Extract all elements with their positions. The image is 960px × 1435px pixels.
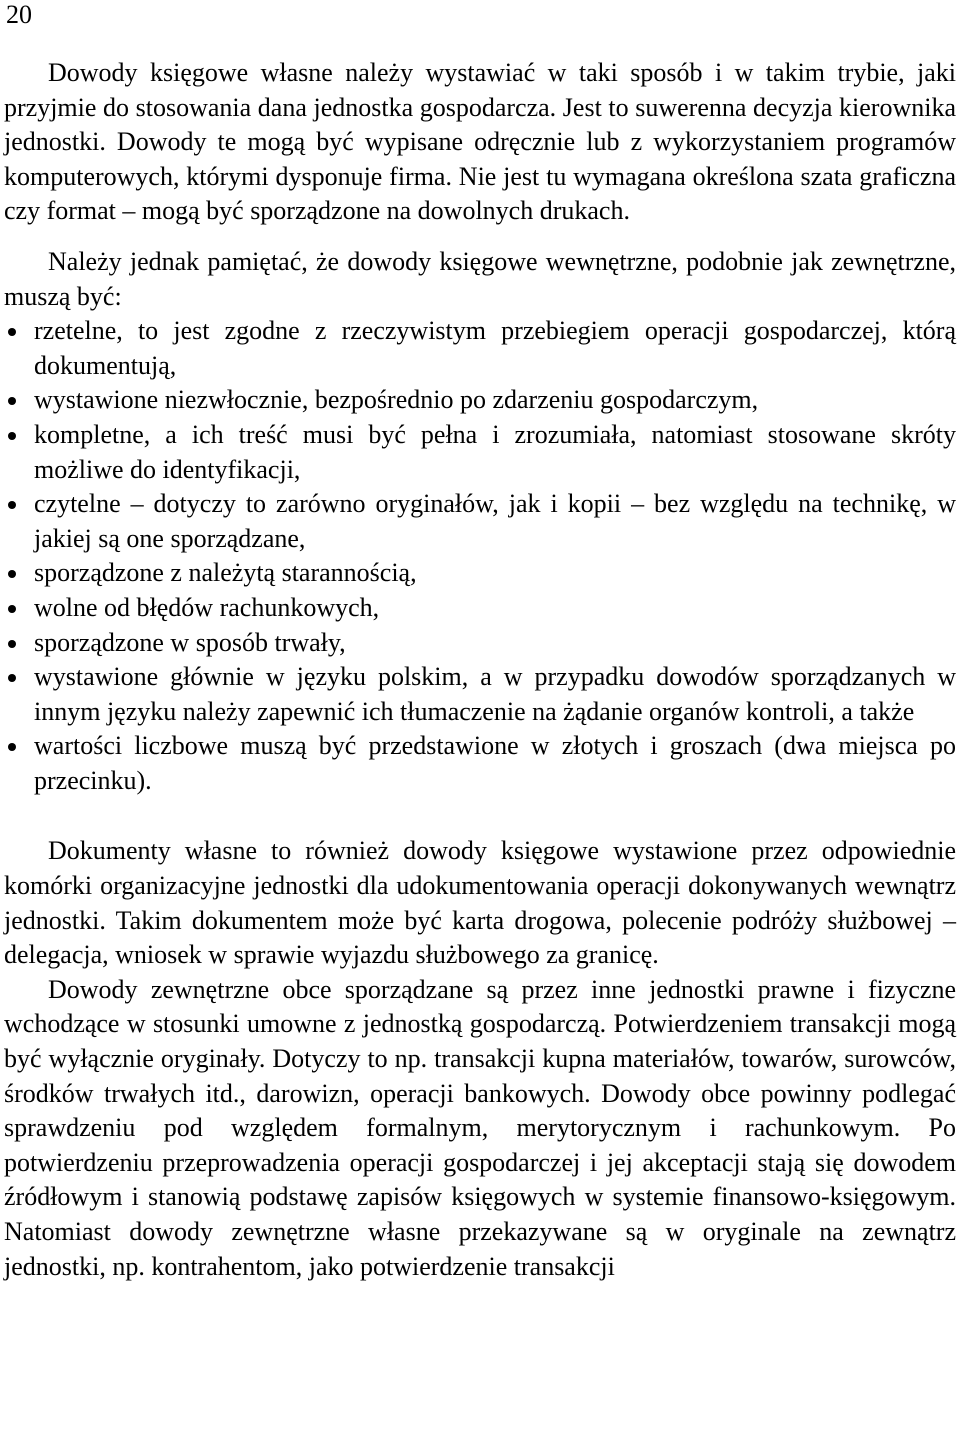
list-item: [4, 729, 956, 798]
list-item: [4, 383, 956, 418]
list-item-text: kompletne, a ich treść musi być pełna i zrozumiała, natomiast stosowane skróty możliwe do identyfikacji,: [34, 419, 956, 484]
list-item: [4, 591, 956, 626]
bullet-icon: [8, 640, 16, 648]
paragraph-2: Należy jednak pamiętać, że dowody księgowe wewnętrzne, podobnie jak zewnętrzne, muszą być:: [4, 246, 956, 311]
list-item: [4, 660, 956, 729]
list-item: [4, 626, 956, 661]
bullet-icon: [8, 432, 16, 440]
list-item-text: wystawione niezwłocznie, bezpośrednio po zdarzeniu gospodarczym,: [34, 385, 759, 415]
bullet-icon: [8, 328, 16, 336]
list-item: [4, 314, 956, 383]
list-item-text: czytelne – dotyczy to zarówno oryginałów, jak i kopii – bez względu na technikę, w jakiej są one sporządzane,: [34, 489, 956, 553]
list-item-text: sporządzone w sposób trwały,: [34, 627, 346, 657]
list-item: [4, 556, 956, 591]
list-item-text: rzetelne, to jest zgodne z rzeczywistym przebiegiem operacji gospodarczej, którą dokumentują,: [34, 316, 956, 380]
list-item-text: sporządzone z należytą starannością,: [34, 558, 417, 588]
list-item: [4, 487, 956, 556]
bullet-icon: [8, 605, 16, 613]
bullet-icon: [8, 501, 16, 509]
paragraph-4: Dowody zewnętrzne obce sporządzane są przez inne jednostki prawne i fizyczne wchodzące w stosunki umowne z jednostką gospodarczą. Potwierdzeniem transakcji mogą być wyłącznie oryginały. Dotyczy to np. transakcji kupna materiałów, towarów, surowców, środków trwałych itd., darowizn, operacji bankowych. Dowody obce powinny podlegać sprawdzeniu pod względem formalnym, merytorycznym i rachunkowym. Po potwierdzeniu przeprowadzenia operacji gospodarczej i jej akceptacji stają się dowodem źródłowym i stanowią podstawę zapisów księgowych w systemie finansowo-księgowym. Natomiast dowody zewnętrzne własne przekazywane są w oryginale na zewnątrz jednostki, np. kontrahentom, jako potwierdzenie transakcji: [4, 974, 956, 1281]
bullet-icon: [8, 570, 16, 578]
paragraph-1: Dowody księgowe własne należy wystawiać w taki sposób i w takim trybie, jaki przyjmie do stosowania dana jednostka gospodarcza. Jest to suwerenna decyzja kierownika jednostki. Dowody te mogą być wypisane odręcznie lub z wykorzystaniem programów komputerowych, którymi dysponuje firma. Nie jest tu wymagana określona szata graficzna czy format – mogą być sporządzone na dowolnych drukach.: [4, 58, 956, 226]
requirements-list: [4, 314, 956, 798]
list-item-text: wystawione głównie w języku polskim, a w przypadku dowodów sporządzanych w innym języku należy zapewnić ich tłumaczenie na żądanie organów kontroli, a także: [34, 662, 956, 726]
page-number: 20: [6, 0, 32, 29]
bullet-icon: [8, 743, 16, 751]
list-item-text: wartości liczbowe muszą być przedstawione w złotych i groszach (dwa miejsca po przecinku).: [34, 731, 956, 795]
page-text: [4, 56, 956, 1284]
bullet-icon: [8, 397, 16, 405]
paragraph-3: Dokumenty własne to również dowody księgowe wystawione przez odpowiednie komórki organizacyjne jednostki dla udokumentowania operacji dokonywanych wewnątrz jednostki. Takim dokumentem może być karta drogowa, polecenie podróży służbowej – delegacja, wniosek w sprawie wyjazdu służbowego za granicę.: [4, 836, 956, 970]
list-item-text: wolne od błędów rachunkowych,: [34, 592, 380, 622]
bullet-icon: [8, 674, 16, 682]
list-item: [4, 418, 956, 487]
